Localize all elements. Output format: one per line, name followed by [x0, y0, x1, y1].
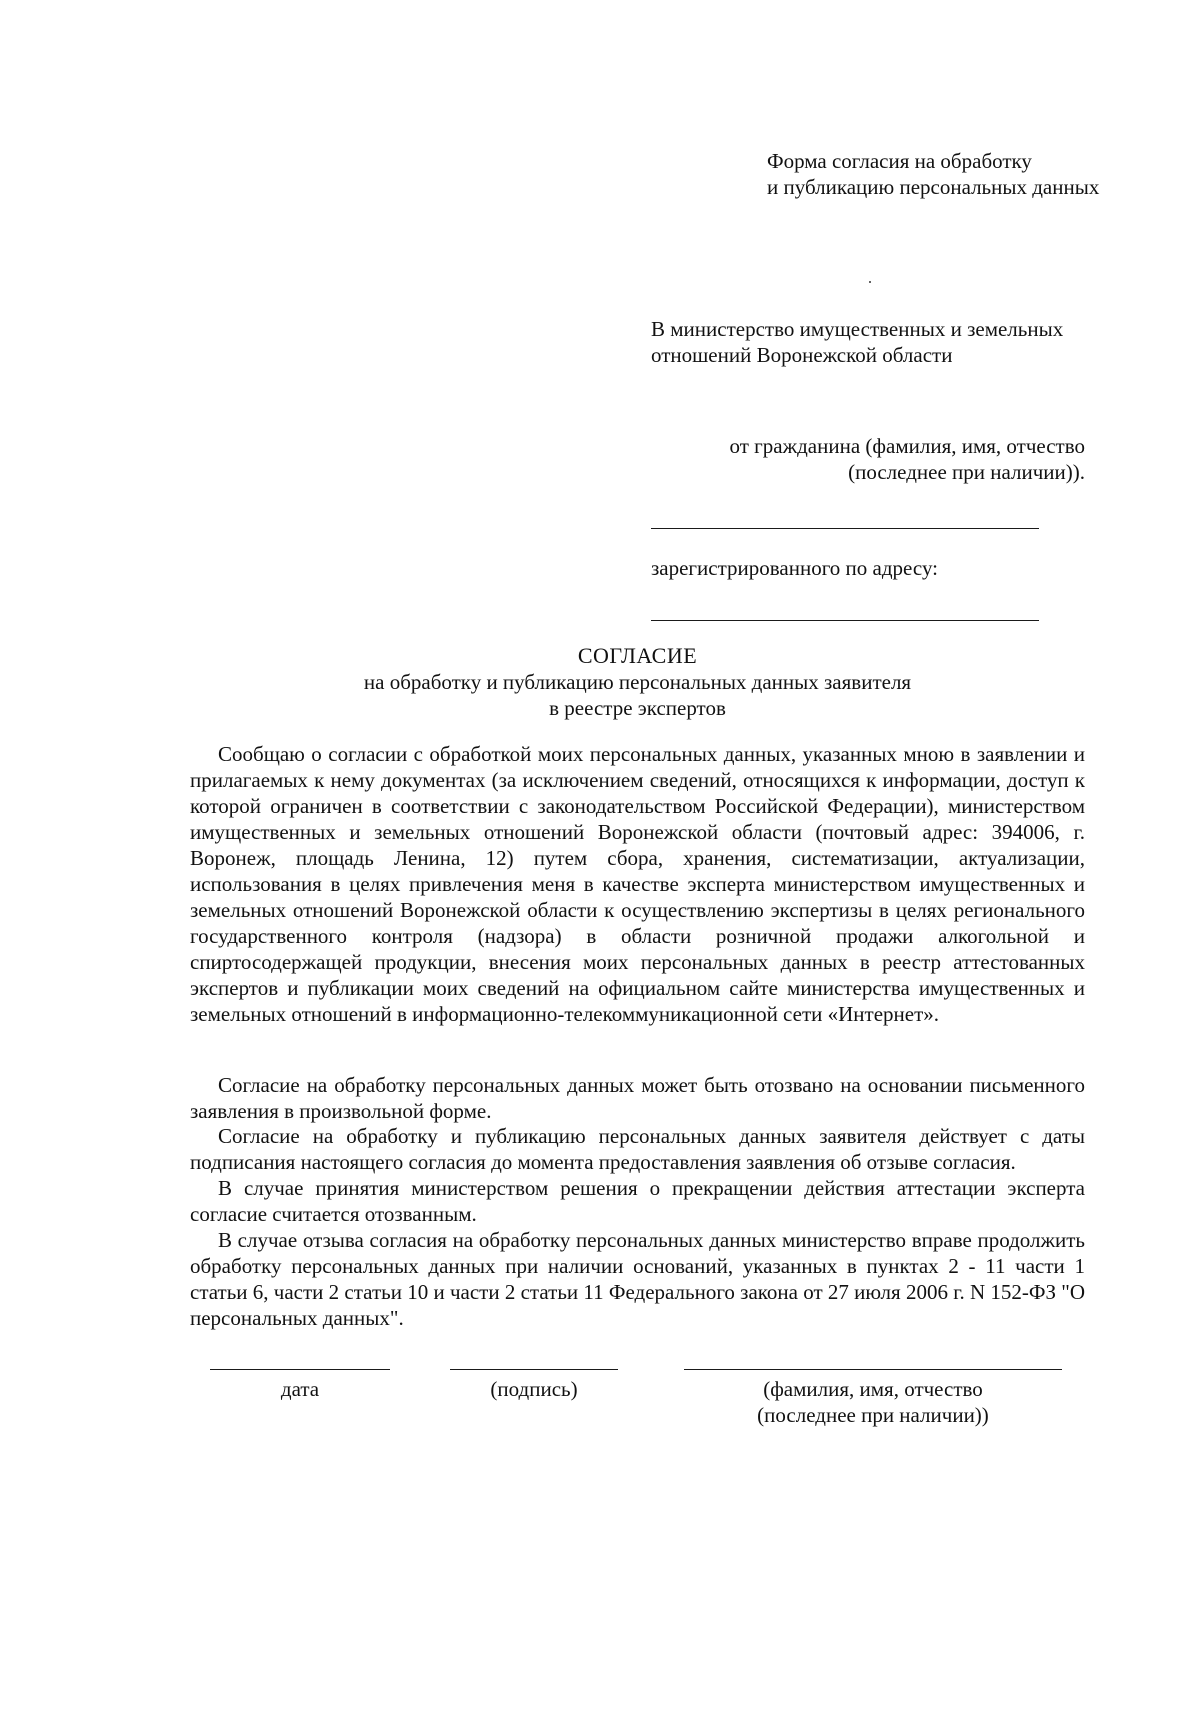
- paragraph-consent: Сообщаю о согласии с обработкой моих персональных данных, указанных мною в заявлении и прилагаемых к нему документах (за исключением сведений, относящихся к информации, доступ к которой ограничен в соответствии с законодательством Российской Федерации), министерством имущественных и земельных отношений Воронежской области (почтовый адрес: 394006, г. Воронеж, площадь Ленина, 12) путем сбора, хранения, систематизации, актуализации, использования в целях привлечения меня в качестве эксперта министерством имущественных и земельных отношений Воронежской области к осуществлению экспертизы в целях регионального государственного контроля (надзора) в области розничной продажи алкогольной и спиртосодержащей продукции, внесения моих персональных данных в реестр аттестованных экспертов и публикации моих сведений на официальном сайте министерства имущественных и земельных отношений в информационно-телекоммуникационной сети «Интернет».: [190, 742, 1085, 1026]
- addressee-line1: В министерство имущественных и земельных: [651, 317, 1064, 341]
- full-name-label: [684, 1376, 1062, 1428]
- from-citizen-line2: (последнее при наличии)).: [848, 460, 1085, 484]
- full-name-label-line2: (последнее при наличии)): [757, 1403, 989, 1427]
- addressee-line2: отношений Воронежской области: [651, 343, 953, 367]
- scan-speck: [869, 281, 871, 283]
- paragraph-attestation: В случае принятия министерством решения о прекращении действия аттестации эксперта согласие считается отозванным.: [190, 1176, 1085, 1226]
- title-sub2: в реестре экспертов: [549, 696, 726, 720]
- paragraph-validity: Согласие на обработку и публикацию персональных данных заявителя действует с даты подписания настоящего согласия до момента предоставления заявления об отзыве согласия.: [190, 1124, 1085, 1174]
- paragraph-withdrawal: В случае отзыва согласия на обработку персональных данных министерство вправе продолжить обработку персональных данных при наличии оснований, указанных в пунктах 2 - 11 части 1 статьи 6, части 2 статьи 10 и части 2 статьи 11 Федерального закона от 27 июля 2006 г. N 152-ФЗ "О персональных данных".: [190, 1228, 1085, 1330]
- form-label-line1: Форма согласия на обработку: [767, 149, 1032, 173]
- title-sub1: на обработку и публикацию персональных данных заявителя: [363, 670, 912, 694]
- date-line[interactable]: [210, 1369, 390, 1370]
- from-citizen: [640, 433, 1085, 485]
- form-label-line2: и публикацию персональных данных: [767, 175, 1100, 199]
- full-name-line[interactable]: [684, 1369, 1062, 1370]
- paragraph-revocation: Согласие на обработку персональных данных может быть отозвано на основании письменного заявления в произвольной форме.: [190, 1073, 1085, 1123]
- registered-address-label: зарегистрированного по адресу:: [651, 556, 938, 580]
- document-title: [190, 643, 1085, 721]
- signature-label: (подпись): [490, 1377, 578, 1401]
- form-label: [767, 148, 1147, 200]
- from-citizen-line1: от гражданина (фамилия, имя, отчество: [729, 434, 1085, 458]
- registered-address-line[interactable]: [651, 620, 1039, 621]
- addressee: [651, 316, 1131, 368]
- full-name-label-line1: (фамилия, имя, отчество: [763, 1377, 983, 1401]
- citizen-name-line[interactable]: [651, 528, 1039, 529]
- date-label: дата: [280, 1377, 320, 1401]
- signature-line[interactable]: [450, 1369, 618, 1370]
- title-main: СОГЛАСИЕ: [577, 643, 698, 668]
